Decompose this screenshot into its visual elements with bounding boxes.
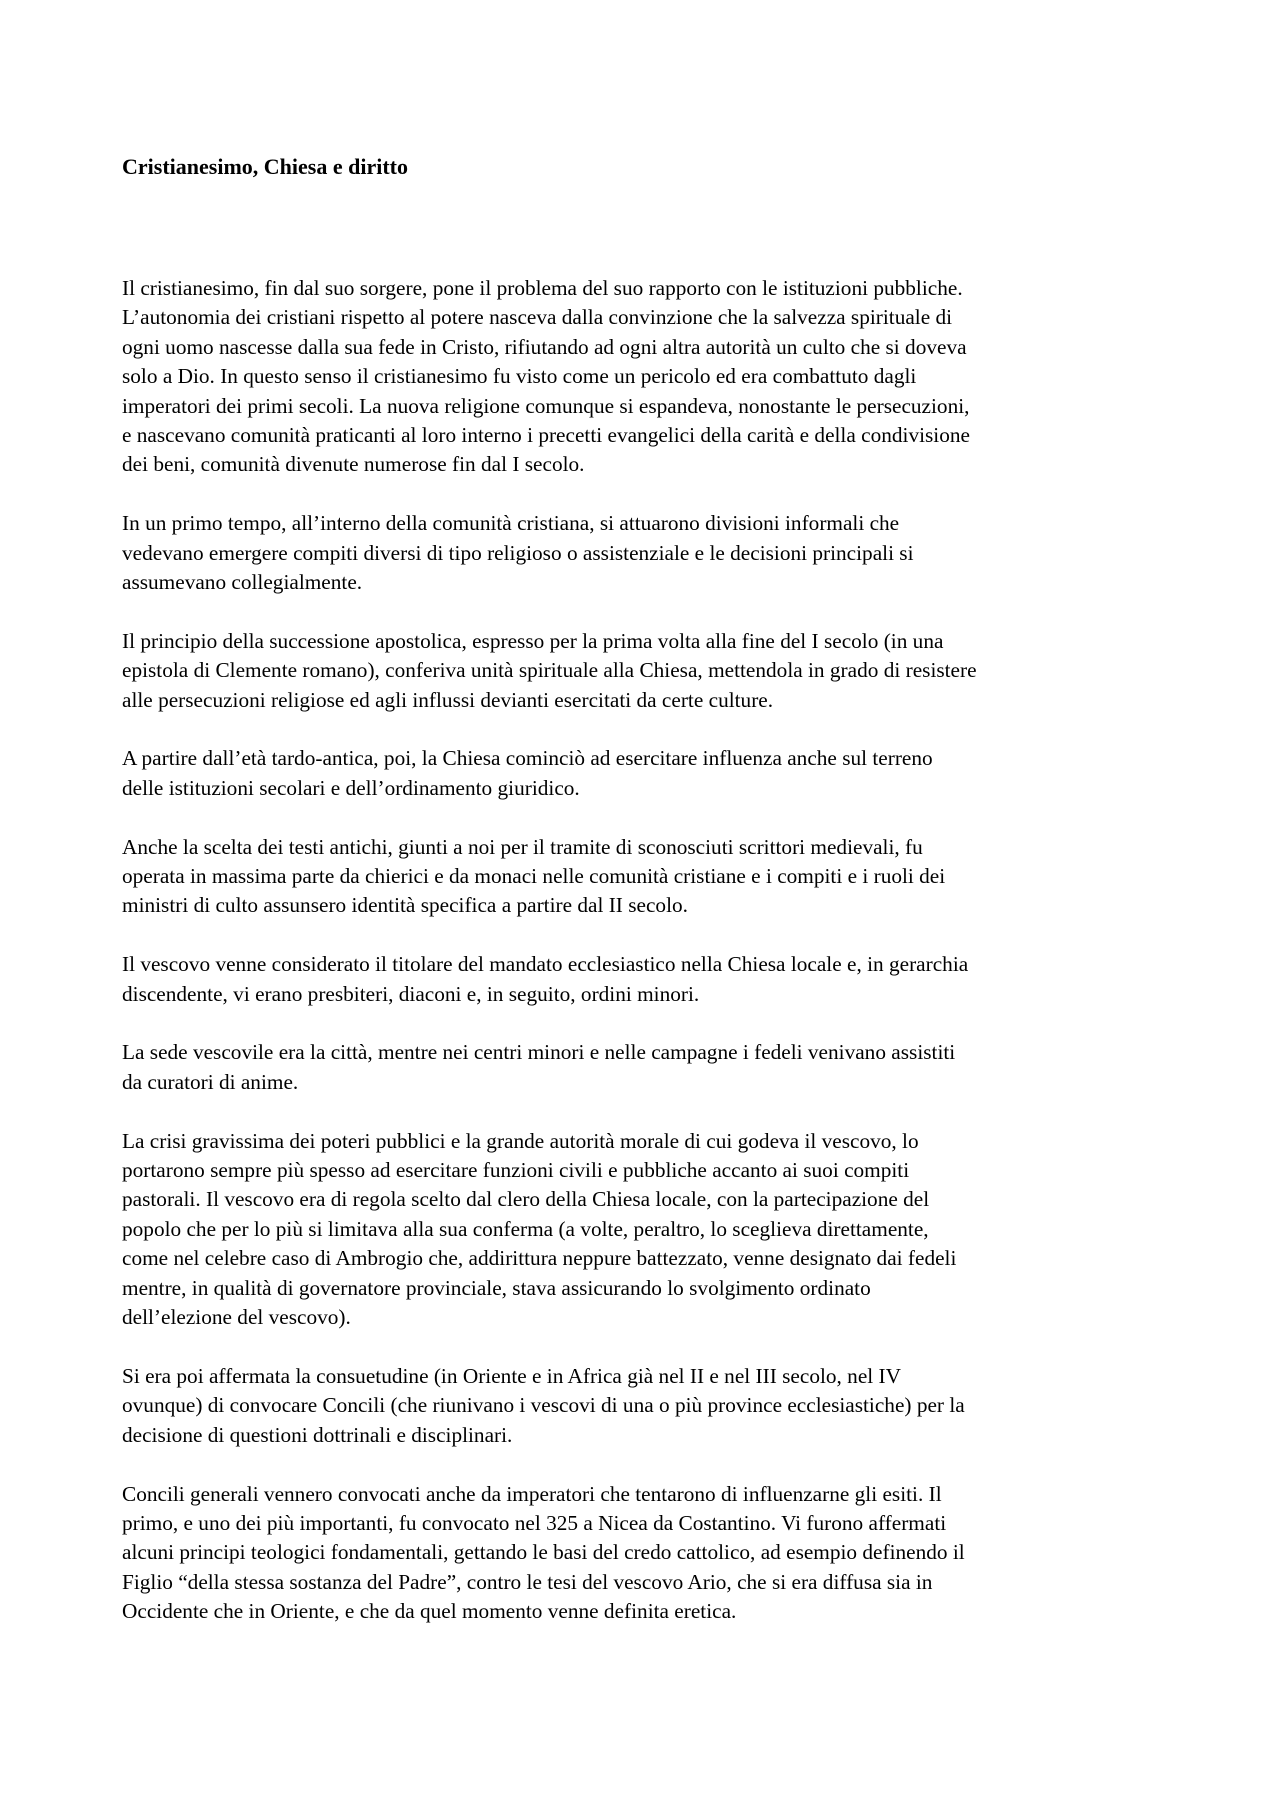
text-line: e nascevano comunità praticanti al loro interno i precetti evangelici della carità e della condivisione xyxy=(122,423,970,448)
text-line: Anche la scelta dei testi antichi, giunti a noi per il tramite di sconosciuti scrittori medievali, fu xyxy=(122,834,923,859)
text-line: ministri di culto assunsero identità specifica a partire dal II secolo. xyxy=(122,893,688,918)
text-line: Figlio “della stessa sostanza del Padre”, contro le tesi del vescovo Ario, che si era diffusa sia in xyxy=(122,1569,933,1594)
text-line: discendente, vi erano presbiteri, diaconi e, in seguito, ordini minori. xyxy=(122,981,700,1006)
paragraph-4 xyxy=(122,744,1172,803)
text-line: mentre, in qualità di governatore provinciale, stava assicurando lo svolgimento ordinato xyxy=(122,1275,871,1300)
text-line: Il principio della successione apostolica, espresso per la prima volta alla fine del I secolo (in una xyxy=(122,628,944,653)
text-line: primo, e uno dei più importanti, fu convocato nel 325 a Nicea da Costantino. Vi furono affermati xyxy=(122,1510,947,1535)
paragraph-3 xyxy=(122,627,1172,715)
text-line: alcuni principi teologici fondamentali, gettando le basi del credo cattolico, ad esempio definendo il xyxy=(122,1540,965,1565)
text-line: solo a Dio. In questo senso il cristianesimo fu visto come un pericolo ed era combattuto dagli xyxy=(122,364,917,389)
paragraph-8 xyxy=(122,1127,1172,1333)
document-body xyxy=(122,274,1172,1656)
text-line: Il cristianesimo, fin dal suo sorgere, pone il problema del suo rapporto con le istituzioni pubbliche. xyxy=(122,276,963,300)
text-line: come nel celebre caso di Ambrogio che, addirittura neppure battezzato, venne designato dai fedeli xyxy=(122,1246,957,1271)
text-line: assumevano collegialmente. xyxy=(122,570,363,595)
text-line: In un primo tempo, all’interno della comunità cristiana, si attuarono divisioni informali che xyxy=(122,511,900,536)
text-line: decisione di questioni dottrinali e disciplinari. xyxy=(122,1422,513,1447)
paragraph-1 xyxy=(122,274,1172,480)
text-line: epistola di Clemente romano), conferiva unità spirituale alla Chiesa, mettendola in grado di resistere xyxy=(122,658,977,683)
text-line: ogni uomo nascesse dalla sua fede in Cristo, rifiutando ad ogni altra autorità un culto che si doveva xyxy=(122,334,967,359)
paragraph-9 xyxy=(122,1362,1172,1450)
text-line: da curatori di anime. xyxy=(122,1069,299,1094)
text-line: imperatori dei primi secoli. La nuova religione comunque si espandeva, nonostante le persecuzioni, xyxy=(122,393,970,418)
text-line: delle istituzioni secolari e dell’ordinamento giuridico. xyxy=(122,775,580,800)
paragraph-7 xyxy=(122,1038,1172,1097)
text-line: ovunque) di convocare Concili (che riunivano i vescovi di una o più province ecclesiastiche) per la xyxy=(122,1393,965,1418)
paragraph-10 xyxy=(122,1480,1172,1627)
text-line: vedevano emergere compiti diversi di tipo religioso o assistenziale e le decisioni principali si xyxy=(122,540,914,565)
text-line: dell’elezione del vescovo). xyxy=(122,1305,351,1330)
text-line: Occidente che in Oriente, e che da quel momento venne definita eretica. xyxy=(122,1599,737,1624)
text-line: Il vescovo venne considerato il titolare del mandato ecclesiastico nella Chiesa locale e, in gerarchia xyxy=(122,952,969,977)
text-line: portarono sempre più spesso ad esercitare funzioni civili e pubbliche accanto ai suoi compiti xyxy=(122,1158,910,1183)
paragraph-5 xyxy=(122,833,1172,921)
text-line: alle persecuzioni religiose ed agli influssi devianti esercitati da certe culture. xyxy=(122,687,774,712)
text-line: operata in massima parte da chierici e da monaci nelle comunità cristiane e i compiti e i ruoli dei xyxy=(122,864,946,889)
text-line: A partire dall’età tardo-antica, poi, la Chiesa cominciò ad esercitare influenza anche sul terreno xyxy=(122,746,933,771)
text-line: dei beni, comunità divenute numerose fin dal I secolo. xyxy=(122,452,585,477)
paragraph-2 xyxy=(122,509,1172,597)
text-line: L’autonomia dei cristiani rispetto al potere nasceva dalla convinzione che la salvezza spirituale di xyxy=(122,305,953,330)
paragraph-6 xyxy=(122,950,1172,1009)
text-line: popolo che per lo più si limitava alla sua conferma (a volte, peraltro, lo sceglieva direttamente, xyxy=(122,1216,929,1241)
text-line: Si era poi affermata la consuetudine (in Oriente e in Africa già nel II e nel III secolo, nel IV xyxy=(122,1363,901,1388)
text-line: La crisi gravissima dei poteri pubblici e la grande autorità morale di cui godeva il vescovo, lo xyxy=(122,1128,919,1153)
document-title: Cristianesimo, Chiesa e diritto xyxy=(122,154,408,179)
text-line: La sede vescovile era la città, mentre nei centri minori e nelle campagne i fedeli venivano assistiti xyxy=(122,1040,956,1065)
text-line: Concili generali vennero convocati anche da imperatori che tentarono di influenzarne gli esiti. Il xyxy=(122,1481,942,1506)
text-line: pastorali. Il vescovo era di regola scelto dal clero della Chiesa locale, con la partecipazione del xyxy=(122,1187,930,1212)
